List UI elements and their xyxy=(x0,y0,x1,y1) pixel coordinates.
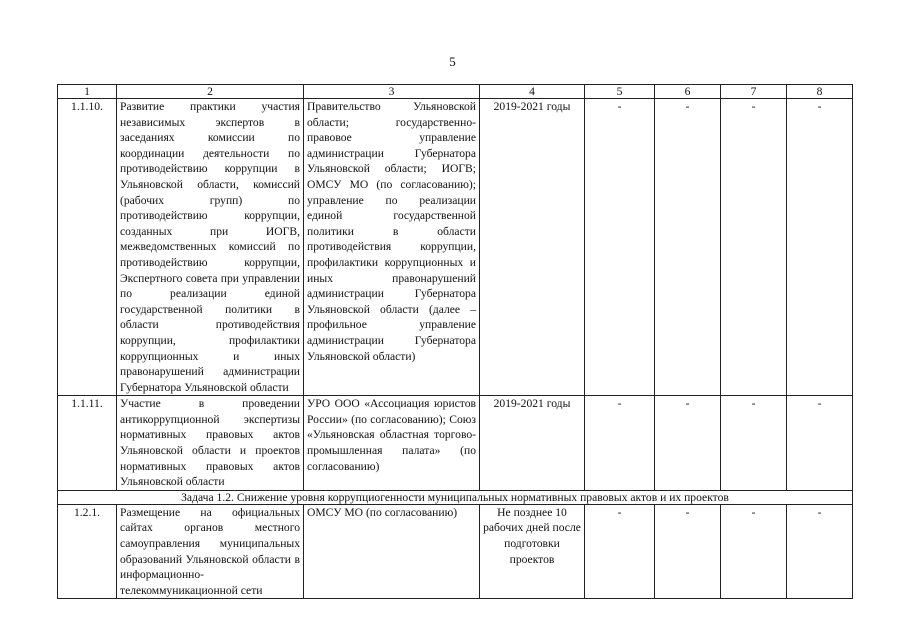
value-cell: - xyxy=(585,396,655,491)
value-cell: - xyxy=(721,99,787,396)
value-cell: - xyxy=(585,99,655,396)
row-number: 1.1.11. xyxy=(58,396,117,491)
column-header: 3 xyxy=(304,85,480,99)
value-cell: - xyxy=(721,504,787,599)
term-cell: 2019-2021 годы xyxy=(480,99,585,396)
column-header: 5 xyxy=(585,85,655,99)
table-row xyxy=(58,99,853,396)
value-cell: - xyxy=(655,504,721,599)
column-header: 1 xyxy=(58,85,117,99)
term-cell: Не позднее 10 рабочих дней после подготовки проектов xyxy=(480,504,585,599)
row-number: 1.2.1. xyxy=(58,504,117,599)
column-header: 7 xyxy=(721,85,787,99)
value-cell: - xyxy=(787,504,853,599)
executor-cell: УРО ООО «Ассоциация юристов России» (по согласованию); Союз «Ульяновская областная торгово-промышленная палата» (по согласованию) xyxy=(304,396,480,491)
measures-table xyxy=(57,84,853,599)
column-header: 2 xyxy=(117,85,304,99)
row-number: 1.1.10. xyxy=(58,99,117,396)
value-cell: - xyxy=(721,396,787,491)
column-header: 8 xyxy=(787,85,853,99)
page-number: 5 xyxy=(449,54,456,69)
header-row xyxy=(58,85,853,99)
table-row xyxy=(58,396,853,491)
value-cell: - xyxy=(655,99,721,396)
value-cell: - xyxy=(585,504,655,599)
activity-cell: Развитие практики участия независимых экспертов в заседаниях комиссии по координации деятельности по противодействию коррупции в Ульяновской области, комиссий (рабочих групп) по противодействию коррупции, созданных при ИОГВ, межведомственных комиссий по противодействию коррупции, Экспертного совета при управлении по реализации единой государственной политики в области противодействия коррупции, профилактики коррупционных и иных правонарушений администрации Губернатора Ульяновской области xyxy=(117,99,304,396)
executor-cell: ОМСУ МО (по согласованию) xyxy=(304,504,480,599)
table-row xyxy=(58,504,853,599)
value-cell: - xyxy=(787,99,853,396)
column-header: 4 xyxy=(480,85,585,99)
task-row xyxy=(58,490,853,504)
executor-cell: Правительство Ульяновской области; государственно-правовое управление администрации Губернатора Ульяновской области; ИОГВ; ОМСУ МО (по согласованию); управление по реализации единой государственной политики в области противодействия коррупции, профилактики коррупционных и иных правонарушений администрации Губернатора Ульяновской области (далее – профильное управление администрации Губернатора Ульяновской области) xyxy=(304,99,480,396)
value-cell: - xyxy=(655,396,721,491)
value-cell: - xyxy=(787,396,853,491)
activity-cell: Участие в проведении антикоррупционной экспертизы нормативных правовых актов Ульяновской области и проектов нормативных правовых актов Ульяновской области xyxy=(117,396,304,491)
term-cell: 2019-2021 годы xyxy=(480,396,585,491)
task-heading: Задача 1.2. Снижение уровня коррупциогенности муниципальных нормативных правовых актов и их проектов xyxy=(58,490,853,504)
column-header: 6 xyxy=(655,85,721,99)
activity-cell: Размещение на официальных сайтах органов местного самоуправления муниципальных образований Ульяновской области в информационно-телекоммуникационной сети xyxy=(117,504,304,599)
